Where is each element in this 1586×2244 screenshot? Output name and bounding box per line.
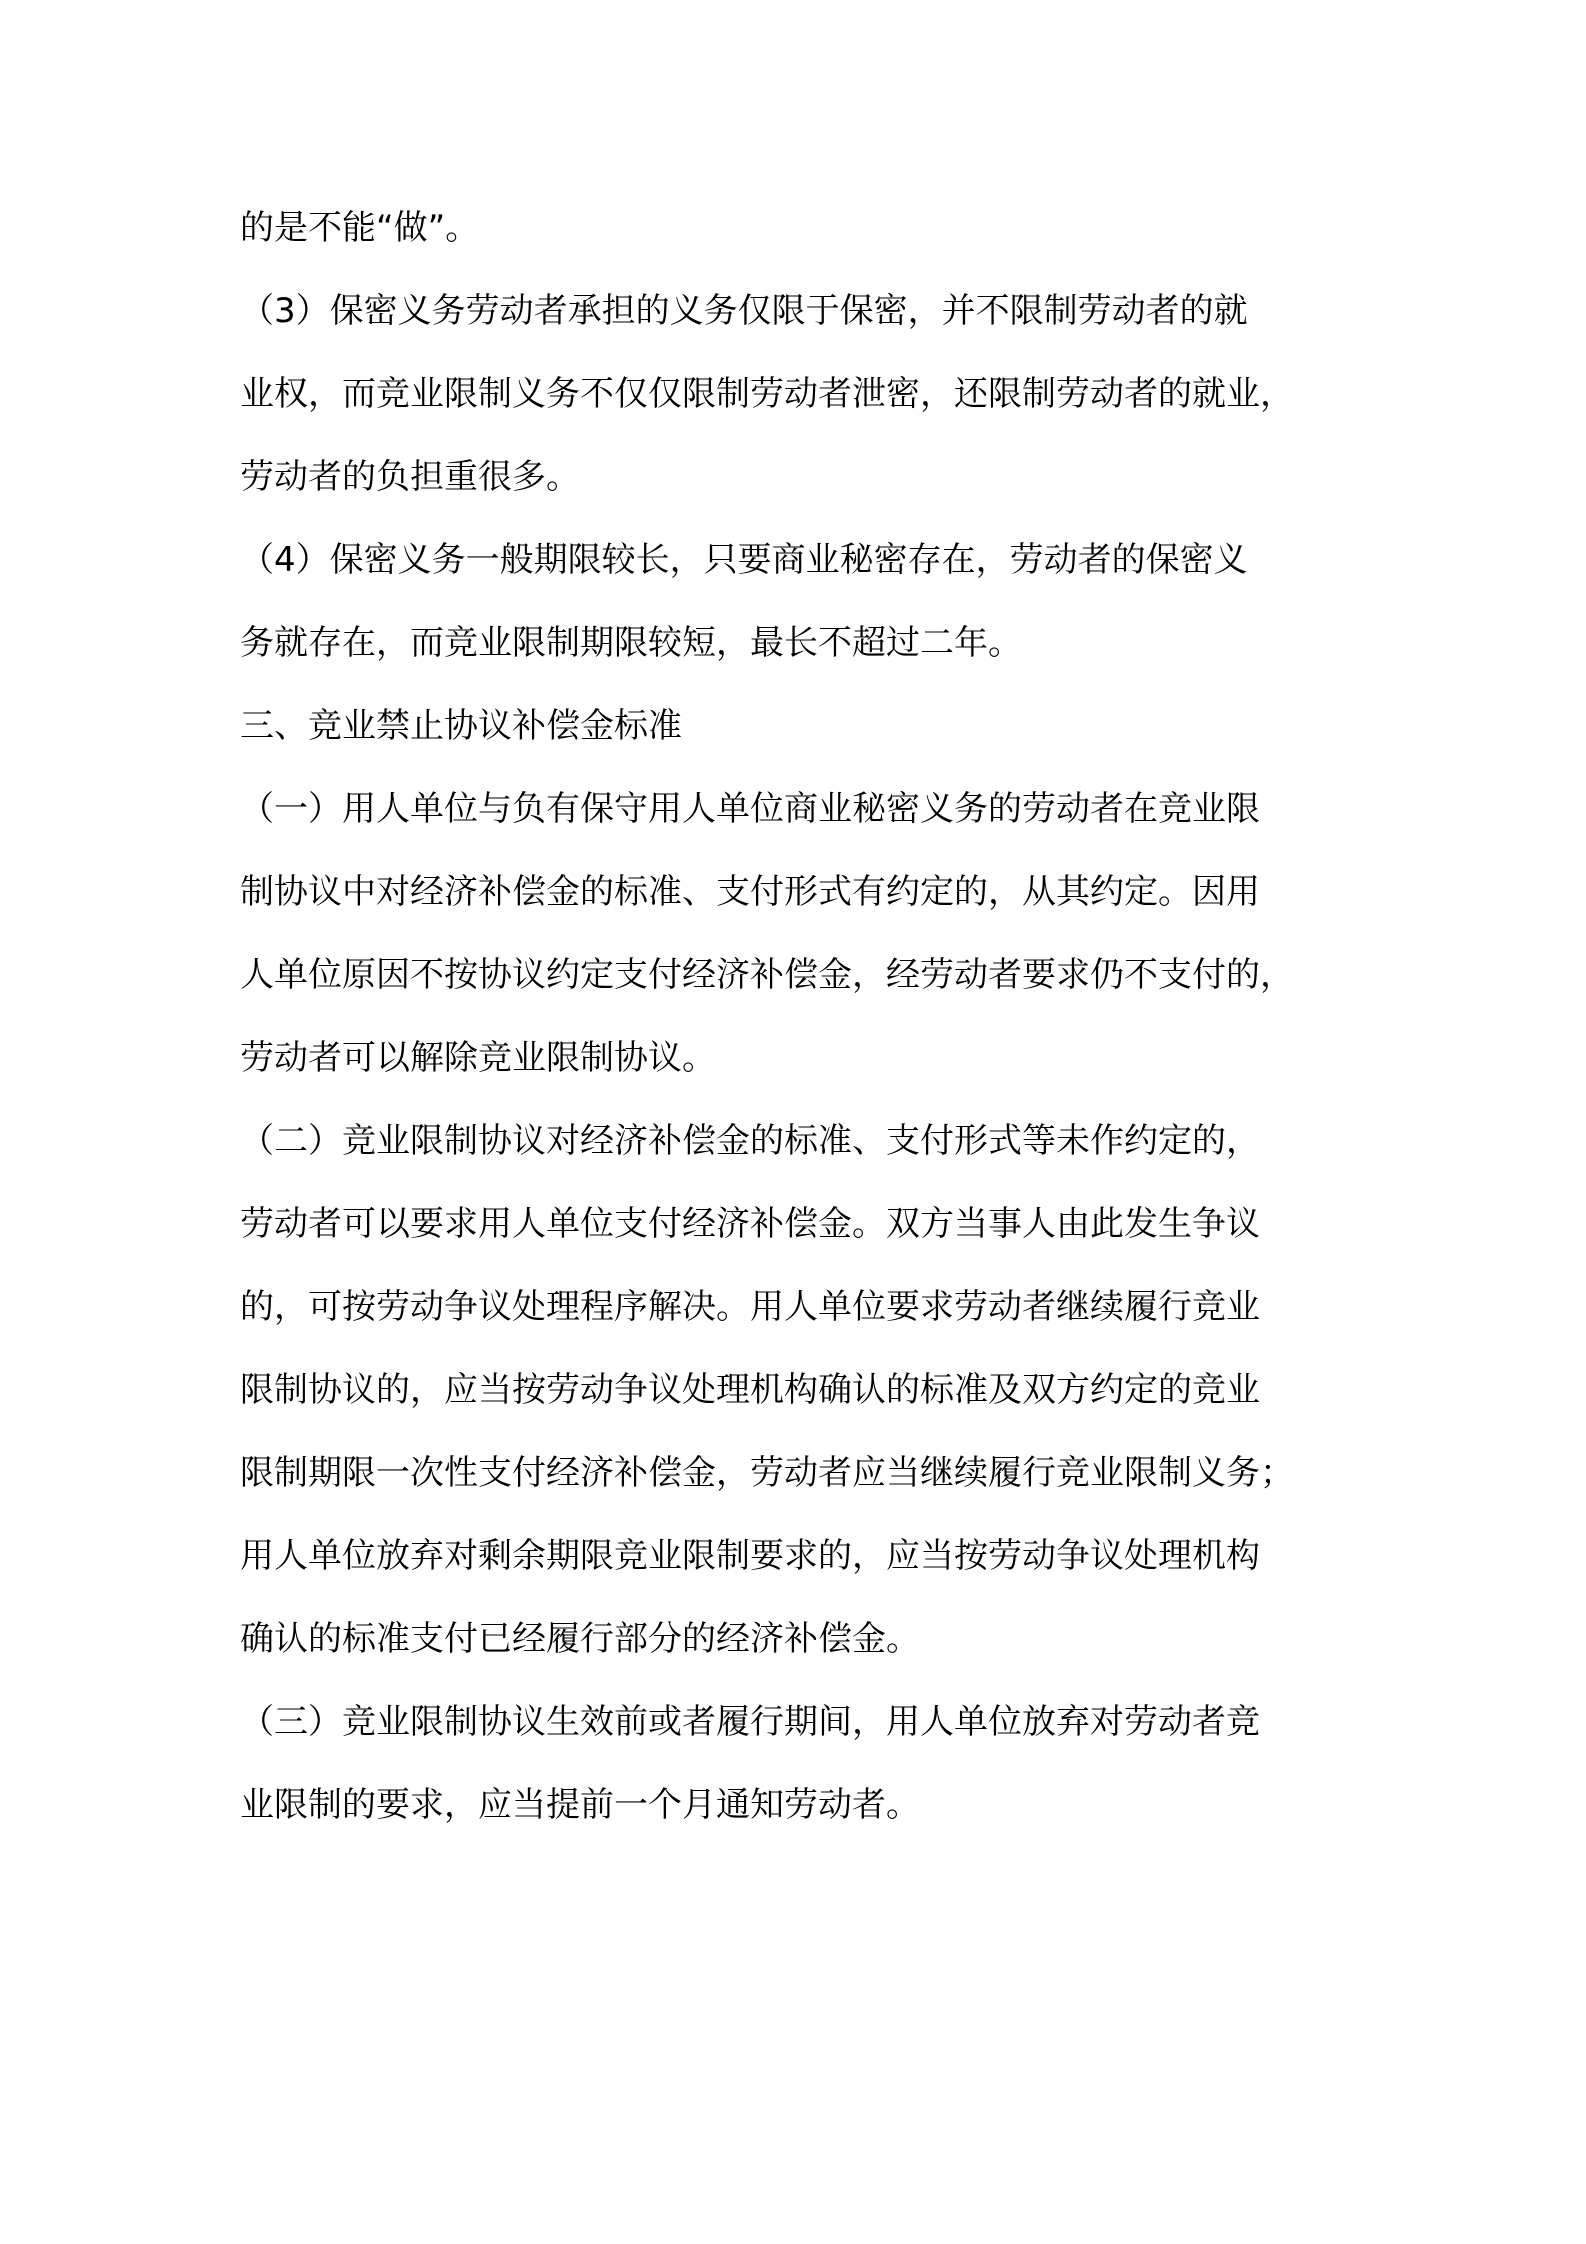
text-line-17: 用人单位放弃对剩余期限竞业限制要求的，应当按劳动争议处理机构 [240,1536,1260,1576]
text-line-5: （4）保密义务一般期限较长，只要商业秘密存在，劳动者的保密义 [240,540,1248,580]
section-heading: 三、竞业禁止协议补偿金标准 [240,706,682,746]
text-line-13: 劳动者可以要求用人单位支付经济补偿金。双方当事人由此发生争议 [240,1204,1260,1244]
text-line-16: 限制期限一次性支付经济补偿金，劳动者应当继续履行竞业限制义务； [240,1453,1294,1493]
text-line-1: 的是不能“做”。 [240,208,480,248]
text-line-20: 业限制的要求，应当提前一个月通知劳动者。 [240,1785,920,1825]
text-line-11: 劳动者可以解除竞业限制协议。 [240,1038,716,1078]
text-line-15: 限制协议的，应当按劳动争议处理机构确认的标准及双方约定的竞业 [240,1370,1260,1410]
text-line-19: （三）竞业限制协议生效前或者履行期间，用人单位放弃对劳动者竞 [240,1702,1260,1742]
text-line-8: （一）用人单位与负有保守用人单位商业秘密义务的劳动者在竞业限 [240,789,1260,829]
text-line-6: 务就存在，而竞业限制期限较短，最长不超过二年。 [240,623,1022,663]
text-line-9: 制协议中对经济补偿金的标准、支付形式有约定的，从其约定。因用 [240,872,1260,912]
text-line-14: 的，可按劳动争议处理程序解决。用人单位要求劳动者继续履行竞业 [240,1287,1260,1327]
text-line-10: 人单位原因不按协议约定支付经济补偿金，经劳动者要求仍不支付的， [240,955,1294,995]
text-line-3: 业权，而竞业限制义务不仅仅限制劳动者泄密，还限制劳动者的就业， [240,374,1294,414]
text-line-12: （二）竞业限制协议对经济补偿金的标准、支付形式等未作约定的， [240,1121,1260,1161]
text-line-2: （3）保密义务劳动者承担的义务仅限于保密，并不限制劳动者的就 [240,291,1248,331]
text-line-18: 确认的标准支付已经履行部分的经济补偿金。 [240,1619,920,1659]
text-line-4: 劳动者的负担重很多。 [240,457,580,497]
